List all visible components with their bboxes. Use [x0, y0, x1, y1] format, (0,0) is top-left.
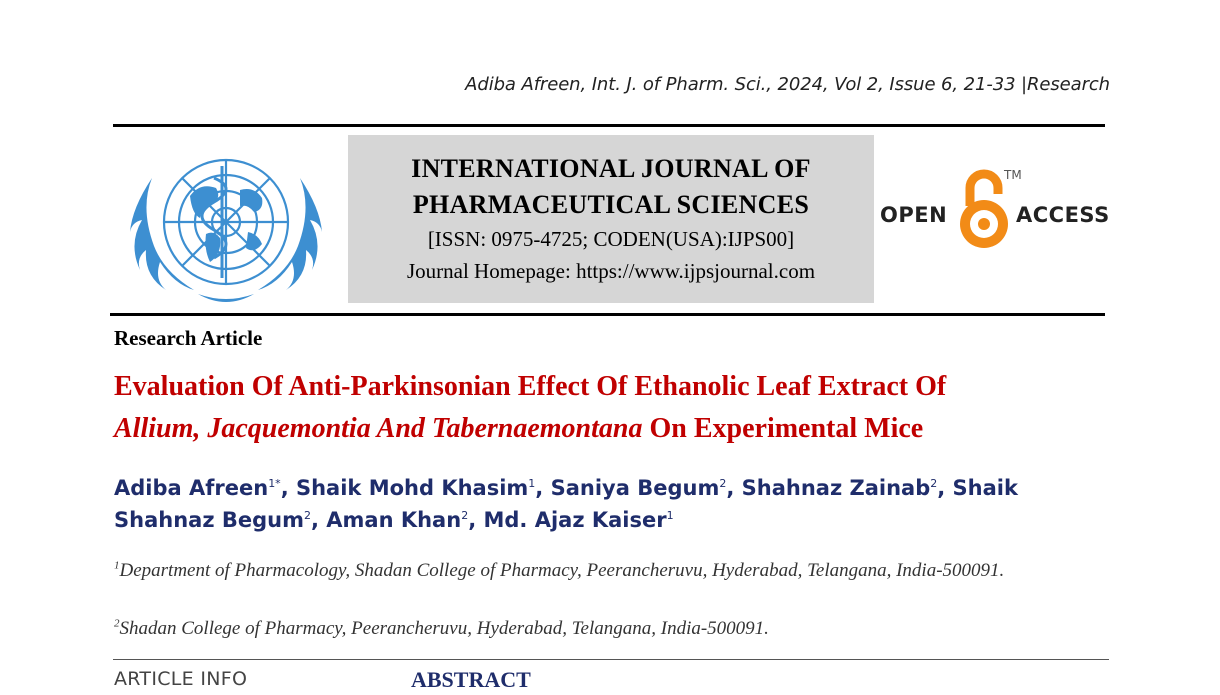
- journal-issn: [ISSN: 0975-4725; CODEN(USA):IJPS00]: [427, 227, 795, 251]
- author: Md. Ajaz Kaiser$^1$: [483, 508, 674, 532]
- journal-masthead: [348, 135, 874, 303]
- section-rule: [113, 659, 1109, 660]
- journal-homepage: Journal Homepage: https://www.ijpsjournal.com: [406, 259, 816, 283]
- trademark-mark: TM: [1004, 168, 1022, 182]
- author: Saniya Begum$^2$,: [550, 476, 742, 500]
- masthead-bottom-rule: [110, 313, 1105, 316]
- journal-title-line1: INTERNATIONAL JOURNAL OF: [411, 154, 811, 183]
- author: Adiba Afreen$^{1*}$,: [114, 476, 296, 500]
- author-list: [114, 472, 1104, 536]
- title-line2-rest: On Experimental Mice: [642, 413, 924, 444]
- article-title: [114, 366, 1104, 450]
- author: Aman Khan$^2$,: [326, 508, 484, 532]
- author: Shaik Mohd Khasim$^1$,: [295, 476, 551, 500]
- abstract-heading: ABSTRACT: [411, 667, 531, 692]
- author: Shaik Shahnaz Begum$^2$,: [114, 476, 1018, 532]
- open-access-logo: [880, 166, 1110, 256]
- journal-title-line2: PHARMACEUTICAL SCIENCES: [412, 190, 810, 219]
- top-rule: [113, 124, 1105, 127]
- title-line2: [114, 408, 1104, 450]
- affiliation: $^2$Shadan College of Pharmacy, Peerancheruvu, Hyderabad, Telangana, India-500091.: [114, 617, 769, 639]
- journal-title: [348, 151, 874, 223]
- title-line1: Evaluation Of Anti-Parkinsonian Effect Of Ethanolic Leaf Extract Of: [114, 371, 947, 402]
- title-italic-species: Allium, Jacquemontia And Tabernaemontana: [114, 413, 643, 444]
- article-info-heading: ARTICLE INFO: [114, 668, 248, 690]
- affiliation: $^1$Department of Pharmacology, Shadan College of Pharmacy, Peerancheruvu, Hyderabad, Telangana, India-500091.: [114, 559, 1005, 581]
- access-word: ACCESS: [1016, 203, 1110, 227]
- author: Shahnaz Zainab$^2$,: [741, 476, 953, 500]
- open-word: OPEN: [880, 203, 948, 227]
- running-head: Adiba Afreen, Int. J. of Pharm. Sci., 2024, Vol 2, Issue 6, 21-33 |Research: [465, 74, 1110, 95]
- un-emblem-icon: [128, 138, 324, 306]
- article-type: Research Article: [114, 326, 263, 350]
